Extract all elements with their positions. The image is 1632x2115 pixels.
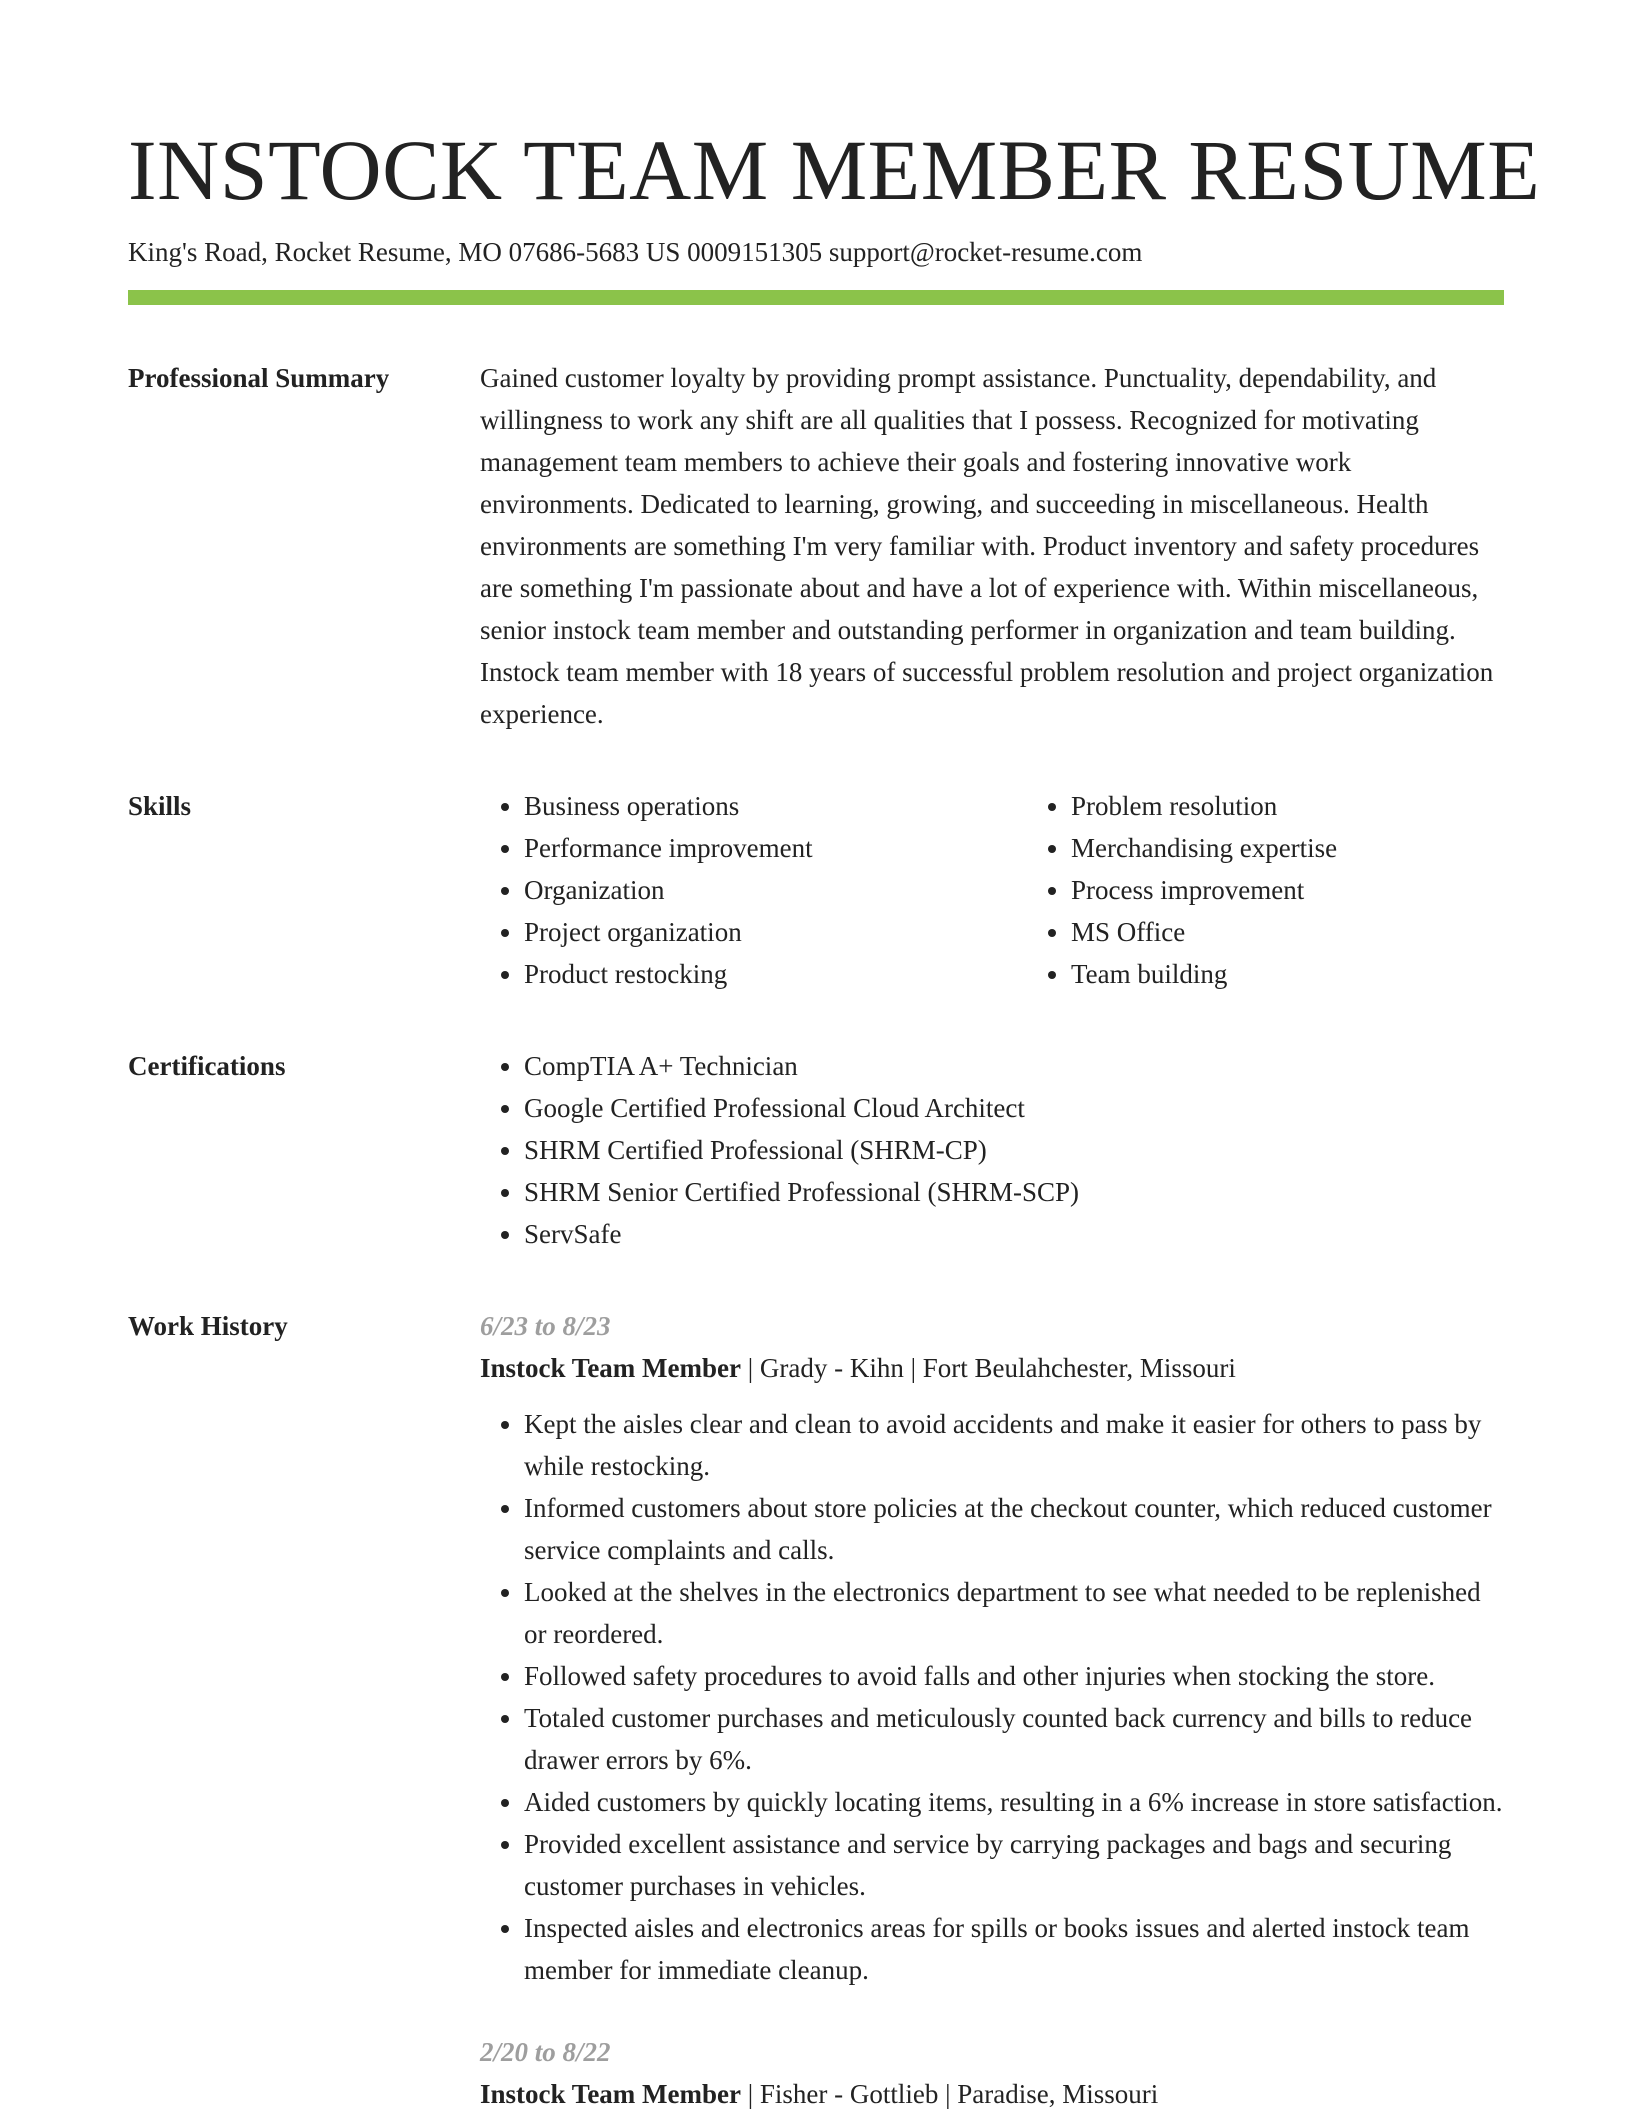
job-entry [480,2031,1504,2115]
skill-item: • Problem resolution [1071,785,1574,827]
summary-body [480,357,1504,735]
certifications-list [480,1045,1504,1255]
work-history-body [480,1305,1504,2115]
resume-page [128,0,1541,2115]
job-entry [480,1305,1504,1991]
job-bullet: • Kept the aisles clear and clean to avoid accidents and make it easier for others to pass by while restocking. [524,1403,1504,1487]
certification-item: • CompTIA A+ Technician [524,1045,1504,1087]
job-bullet: • Followed safety procedures to avoid falls and other injuries when stocking the store. [524,1655,1504,1697]
skills-section [128,785,1504,995]
work-history-section [128,1305,1504,2115]
job-title: Instock Team Member [480,1353,741,1383]
summary-text: Gained customer loyalty by providing prompt assistance. Punctuality, dependability, and willingness to work any shift are all qualities that I possess. Recognized for motivating management team members to achieve their goals and fostering innovative work environments. Dedicated to learning, growing, and succeeding in miscellaneous. Health environments are something I'm very familiar with. Product inventory and safety procedures are something I'm passionate about and have a lot of experience with. Within miscellaneous, senior instock team member and outstanding performer in organization and team building. Instock team member with 18 years of successful problem resolution and project organization experience. [480,363,1494,729]
skill-item: • Product restocking [524,953,1027,995]
skill-item: • Business operations [524,785,1027,827]
skills-list-right [1027,785,1574,995]
job-details: | Grady - Kihn | Fort Beulahchester, Missouri [740,1353,1236,1383]
certification-item: • ServSafe [524,1213,1504,1255]
certification-item: • SHRM Certified Professional (SHRM-CP) [524,1129,1504,1171]
certification-item: • Google Certified Professional Cloud Architect [524,1087,1504,1129]
skills-body [480,785,1574,995]
job-dates: 6/23 to 8/23 [480,1311,611,1341]
job-bullets [480,1403,1504,1991]
contact-address: King's Road, Rocket Resume, MO 07686-5683 US [128,237,681,267]
job-bullet: • Looked at the shelves in the electronics department to see what needed to be replenished or reordered. [524,1571,1504,1655]
job-header [480,1347,1504,1389]
certifications-body [480,1045,1504,1255]
contact-line [128,234,1504,270]
accent-divider [128,290,1504,305]
skill-item: • Process improvement [1071,869,1574,911]
skill-item: • Performance improvement [524,827,1027,869]
job-dates: 2/20 to 8/22 [480,2037,611,2067]
resume-title: INSTOCK TEAM MEMBER RESUME [128,122,1541,218]
skill-item: • Project organization [524,911,1027,953]
work-history-heading: Work History [128,1311,288,1341]
skill-item: • Organization [524,869,1027,911]
skill-item: • MS Office [1071,911,1574,953]
job-bullet: • Inspected aisles and electronics areas for spills or books issues and alerted instock team member for immediate cleanup. [524,1907,1504,1991]
summary-section [128,357,1504,735]
job-bullet: • Informed customers about store policies at the checkout counter, which reduced customer service complaints and calls. [524,1487,1504,1571]
summary-heading: Professional Summary [128,363,390,393]
skills-heading: Skills [128,791,192,821]
certifications-section [128,1045,1504,1255]
skills-list-left [480,785,1027,995]
job-details: | Fisher - Gottlieb | Paradise, Missouri [740,2079,1159,2109]
job-bullet: • Provided excellent assistance and service by carrying packages and bags and securing customer purchases in vehicles. [524,1823,1504,1907]
contact-email[interactable]: support@rocket-resume.com [828,237,1143,267]
skill-item: • Team building [1071,953,1574,995]
job-bullet: • Aided customers by quickly locating items, resulting in a 6% increase in store satisfaction. [524,1781,1504,1823]
certification-item: • SHRM Senior Certified Professional (SHRM-SCP) [524,1171,1504,1213]
contact-phone: 0009151305 [687,237,823,267]
certifications-heading: Certifications [128,1051,286,1081]
skills-grid [480,785,1574,995]
job-title: Instock Team Member [480,2079,741,2109]
job-header [480,2073,1504,2115]
skill-item: • Merchandising expertise [1071,827,1574,869]
job-bullet: • Totaled customer purchases and meticulously counted back currency and bills to reduce drawer errors by 6%. [524,1697,1504,1781]
